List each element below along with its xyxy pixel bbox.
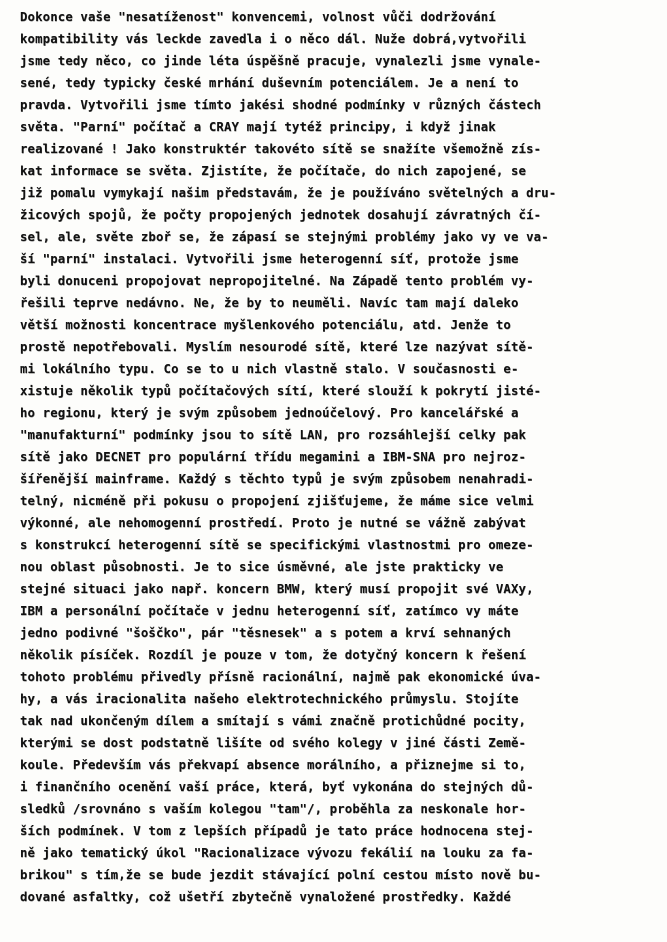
text-line: žicových spojů, že počty propojených jednotek dosahují závratných čí-	[20, 208, 542, 222]
text-line: kterými se dost podstatně lišíte od svého kolegy v jiné části Země-	[20, 736, 527, 750]
text-line: prostě nepotřebovali. Myslím nesourodé sítě, které lze nazývat sítě-	[20, 340, 534, 354]
text-line: i finančního ocenění vaší práce, která, byť vykonána do stejných dů-	[20, 780, 534, 794]
text-line: ho regionu, který je svým způsobem jednoúčelový. Pro kancelářské a	[20, 406, 519, 420]
text-line: řešili teprve nedávno. Ne, že by to neuměli. Navíc tam mají daleko	[20, 296, 519, 310]
text-line: mi lokálního typu. Co se to u nich vlastně stalo. V současnosti e-	[20, 362, 519, 376]
text-line: realizované ! Jako konstruktér takovéto sítě se snažíte všemožně zís-	[20, 142, 542, 156]
text-line: sel, ale, světe zboř se, že zápasí se stejnými problémy jako vy ve va-	[20, 230, 549, 244]
text-line: již pomalu vymykají našim představám, že je používáno světelných a dru-	[20, 186, 557, 200]
text-line: koule. Především vás překvapí absence morálního, a přiznejme si to,	[20, 758, 527, 772]
text-line: tohoto problému přivedly přísně racionální, najmě pak ekonomické úva-	[20, 670, 542, 684]
text-line: pravda. Vytvořili jsme tímto jakési shodné podmínky v různých částech	[20, 98, 542, 112]
text-line: byli donuceni propojovat nepropojitelné. Na Západě tento problém vy-	[20, 274, 534, 288]
text-line: telný, nicméně při pokusu o propojení zjišťujeme, že máme sice velmi	[20, 494, 534, 508]
text-line: "manufakturní" podmínky jsou to sítě LAN, pro rozsáhlejší celky pak	[20, 428, 527, 442]
text-line: Dokonce vaše "nesatíženost" konvencemi, volnost vůči dodržování	[20, 10, 496, 24]
text-line: kompatibility vás leckde zavedla i o něco dál. Nuže dobrá,vytvořili	[20, 32, 527, 46]
text-line: kat informace se světa. Zjistíte, že počítače, do nich zapojené, se	[20, 164, 527, 178]
text-line: brikou" s tím,že se bude jezdit stávající polní cestou místo nově bu-	[20, 868, 542, 882]
text-line: IBM a personální počítače v jednu heterogenní síť, zatímco vy máte	[20, 604, 519, 618]
document-body	[20, 6, 660, 908]
text-line: větší možnosti koncentrace myšlenkového potenciálu, atd. Jenže to	[20, 318, 511, 332]
text-line: dované asfaltky, což ušetří zbytečně vynaložené prostředky. Každé	[20, 890, 511, 904]
text-line: s konstrukcí heterogenní sítě se specifickými vlastnostmi pro omeze-	[20, 538, 534, 552]
text-line: jsme tedy něco, co jinde léta úspěšně pracuje, vynalezli jsme vynale-	[20, 54, 542, 68]
text-line: ně jako tematický úkol "Racionalizace vývozu fekálií na louku za fa-	[20, 846, 534, 860]
text-line: několik písíček. Rozdíl je pouze v tom, že dotyčný koncern k řešení	[20, 648, 527, 662]
text-line: jedno podivné "šoščko", pár "těsnesek" a s potem a krví sehnaných	[20, 626, 511, 640]
text-line: sledků /srovnáno s vaším kolegou "tam"/, proběhla za neskonale hor-	[20, 802, 527, 816]
text-line: sítě jako DECNET pro populární třídu megamini a IBM-SNA pro nejroz-	[20, 450, 527, 464]
text-line: šířenější mainframe. Každý s těchto typů je svým způsobem nenahradi-	[20, 472, 534, 486]
text-line: nou oblast působnosti. Je to sice úsměvné, ale jste prakticky ve	[20, 560, 504, 574]
text-line: hy, a vás iracionalita našeho elektrotechnického průmyslu. Stojíte	[20, 692, 519, 706]
text-line: xistuje několik typů počítačových sítí, které slouží k pokrytí jisté-	[20, 384, 542, 398]
text-line: stejné situaci jako např. koncern BMW, který musí propojit své VAXy,	[20, 582, 534, 596]
text-line: světa. "Parní" počítač a CRAY mají tytéž principy, i když jinak	[20, 120, 496, 134]
text-line: ší "parní" instalaci. Vytvořili jsme heterogenní síť, protože jsme	[20, 252, 519, 266]
text-line: tak nad ukončeným dílem a smítají s vámi značně protichůdné pocity,	[20, 714, 527, 728]
text-line: výkonné, ale nehomogenní prostředí. Proto je nutné se vážně zabývat	[20, 516, 527, 530]
text-line: ších podmínek. V tom z lepších případů je tato práce hodnocena stej-	[20, 824, 534, 838]
text-line: sené, tedy typicky české mrhání duševním potenciálem. Je a není to	[20, 76, 519, 90]
